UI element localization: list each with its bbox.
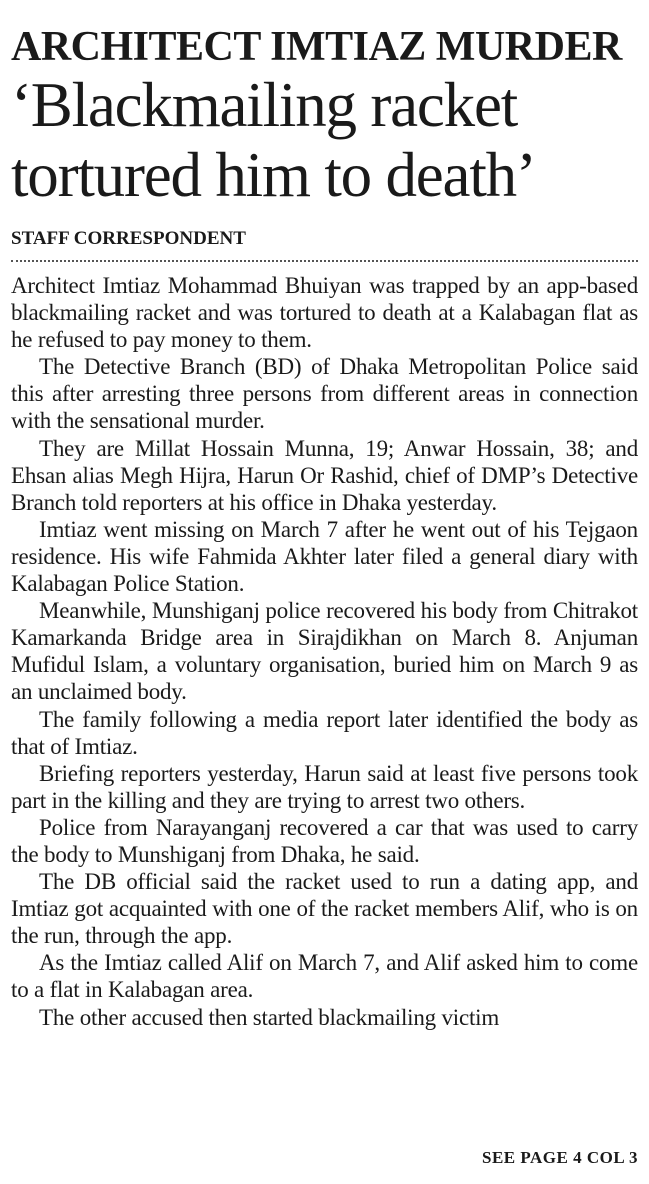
article-paragraph: Briefing reporters yesterday, Harun said at least five persons took part in the killing and they are trying to arrest two others.: [11, 760, 638, 813]
article-headline: ‘Blackmailing racket tortured him to death’: [11, 70, 536, 210]
article-paragraph: Imtiaz went missing on March 7 after he went out of his Tejgaon residence. His wife Fahmida Akhter later filed a general diary with Kalabagan Police Station.: [11, 516, 638, 597]
article-byline: STAFF CORRESPONDENT: [11, 228, 246, 249]
article-paragraph: The other accused then started blackmailing victim: [39, 1004, 500, 1030]
dotted-divider: [11, 260, 638, 262]
article-paragraph: The DB official said the racket used to run a dating app, and Imtiaz got acquainted with one of the racket members Alif, who is on the run, through the app.: [11, 869, 638, 949]
article-body: [11, 272, 638, 1031]
article-paragraph: The family following a media report later identified the body as that of Imtiaz.: [11, 706, 638, 759]
article-paragraph: Architect Imtiaz Mohammad Bhuiyan was trapped by an app-based blackmailing racket and was tortured to death at a Kalabagan flat as he refused to pay money to them.: [11, 273, 638, 353]
article-paragraph: Meanwhile, Munshiganj police recovered his body from Chitrakot Kamarkanda Bridge area in Sirajdikhan on March 8. Anjuman Mufidul Islam, a voluntary organisation, buried him on March 9 as an unclaimed body.: [11, 598, 638, 705]
article-paragraph: As the Imtiaz called Alif on March 7, and Alif asked him to come to a flat in Kalabagan area.: [11, 950, 638, 1003]
article-paragraph: The Detective Branch (BD) of Dhaka Metropolitan Police said this after arresting three persons from different areas in connection with the sensational murder.: [11, 354, 638, 434]
article-paragraph: They are Millat Hossain Munna, 19; Anwar Hossain, 38; and Ehsan alias Megh Hijra, Harun Or Rashid, chief of DMP’s Detective Branch told reporters at his office in Dhaka yesterday.: [11, 435, 638, 515]
article-kicker: ARCHITECT IMTIAZ MURDER: [11, 24, 622, 70]
article-paragraph: Police from Narayanganj recovered a car that was used to carry the body to Munshiganj from Dhaka, he said.: [11, 814, 638, 867]
continued-on-line: SEE PAGE 4 COL 3: [482, 1148, 638, 1167]
